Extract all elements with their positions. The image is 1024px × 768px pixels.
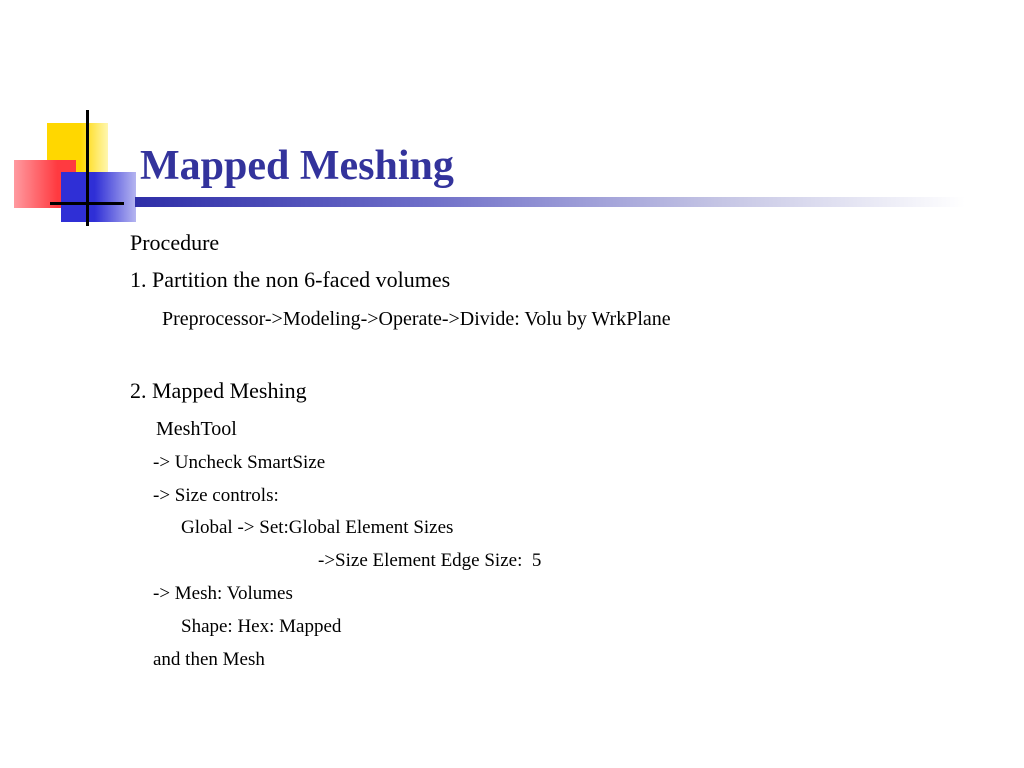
text-line-mesh-volumes: -> Mesh: Volumes bbox=[153, 583, 293, 604]
text-line-step-2: 2. Mapped Meshing bbox=[130, 378, 307, 403]
text-line-shape-hex-mapped: Shape: Hex: Mapped bbox=[181, 616, 342, 637]
text-line-uncheck-smartsize: -> Uncheck SmartSize bbox=[153, 452, 326, 473]
title-underline bbox=[135, 197, 965, 207]
text-line-global-sizes: Global -> Set:Global Element Sizes bbox=[181, 517, 454, 538]
decorative-vertical-line bbox=[86, 110, 89, 226]
text-line-size-controls: -> Size controls: bbox=[153, 485, 279, 506]
text-line-procedure: Procedure bbox=[130, 230, 220, 255]
text-line-meshtool: MeshTool bbox=[156, 418, 237, 440]
text-line-step-1: 1. Partition the non 6-faced volumes bbox=[130, 267, 451, 292]
text-line-preprocessor-path: Preprocessor->Modeling->Operate->Divide: Volu by WrkPlane bbox=[162, 308, 671, 330]
decorative-blue-square bbox=[61, 172, 136, 222]
slide-title: Mapped Meshing bbox=[140, 143, 454, 189]
text-line-and-then-mesh: and then Mesh bbox=[153, 649, 265, 670]
decorative-horizontal-line bbox=[50, 202, 124, 205]
text-line-edge-size: ->Size Element Edge Size: 5 bbox=[318, 550, 542, 571]
